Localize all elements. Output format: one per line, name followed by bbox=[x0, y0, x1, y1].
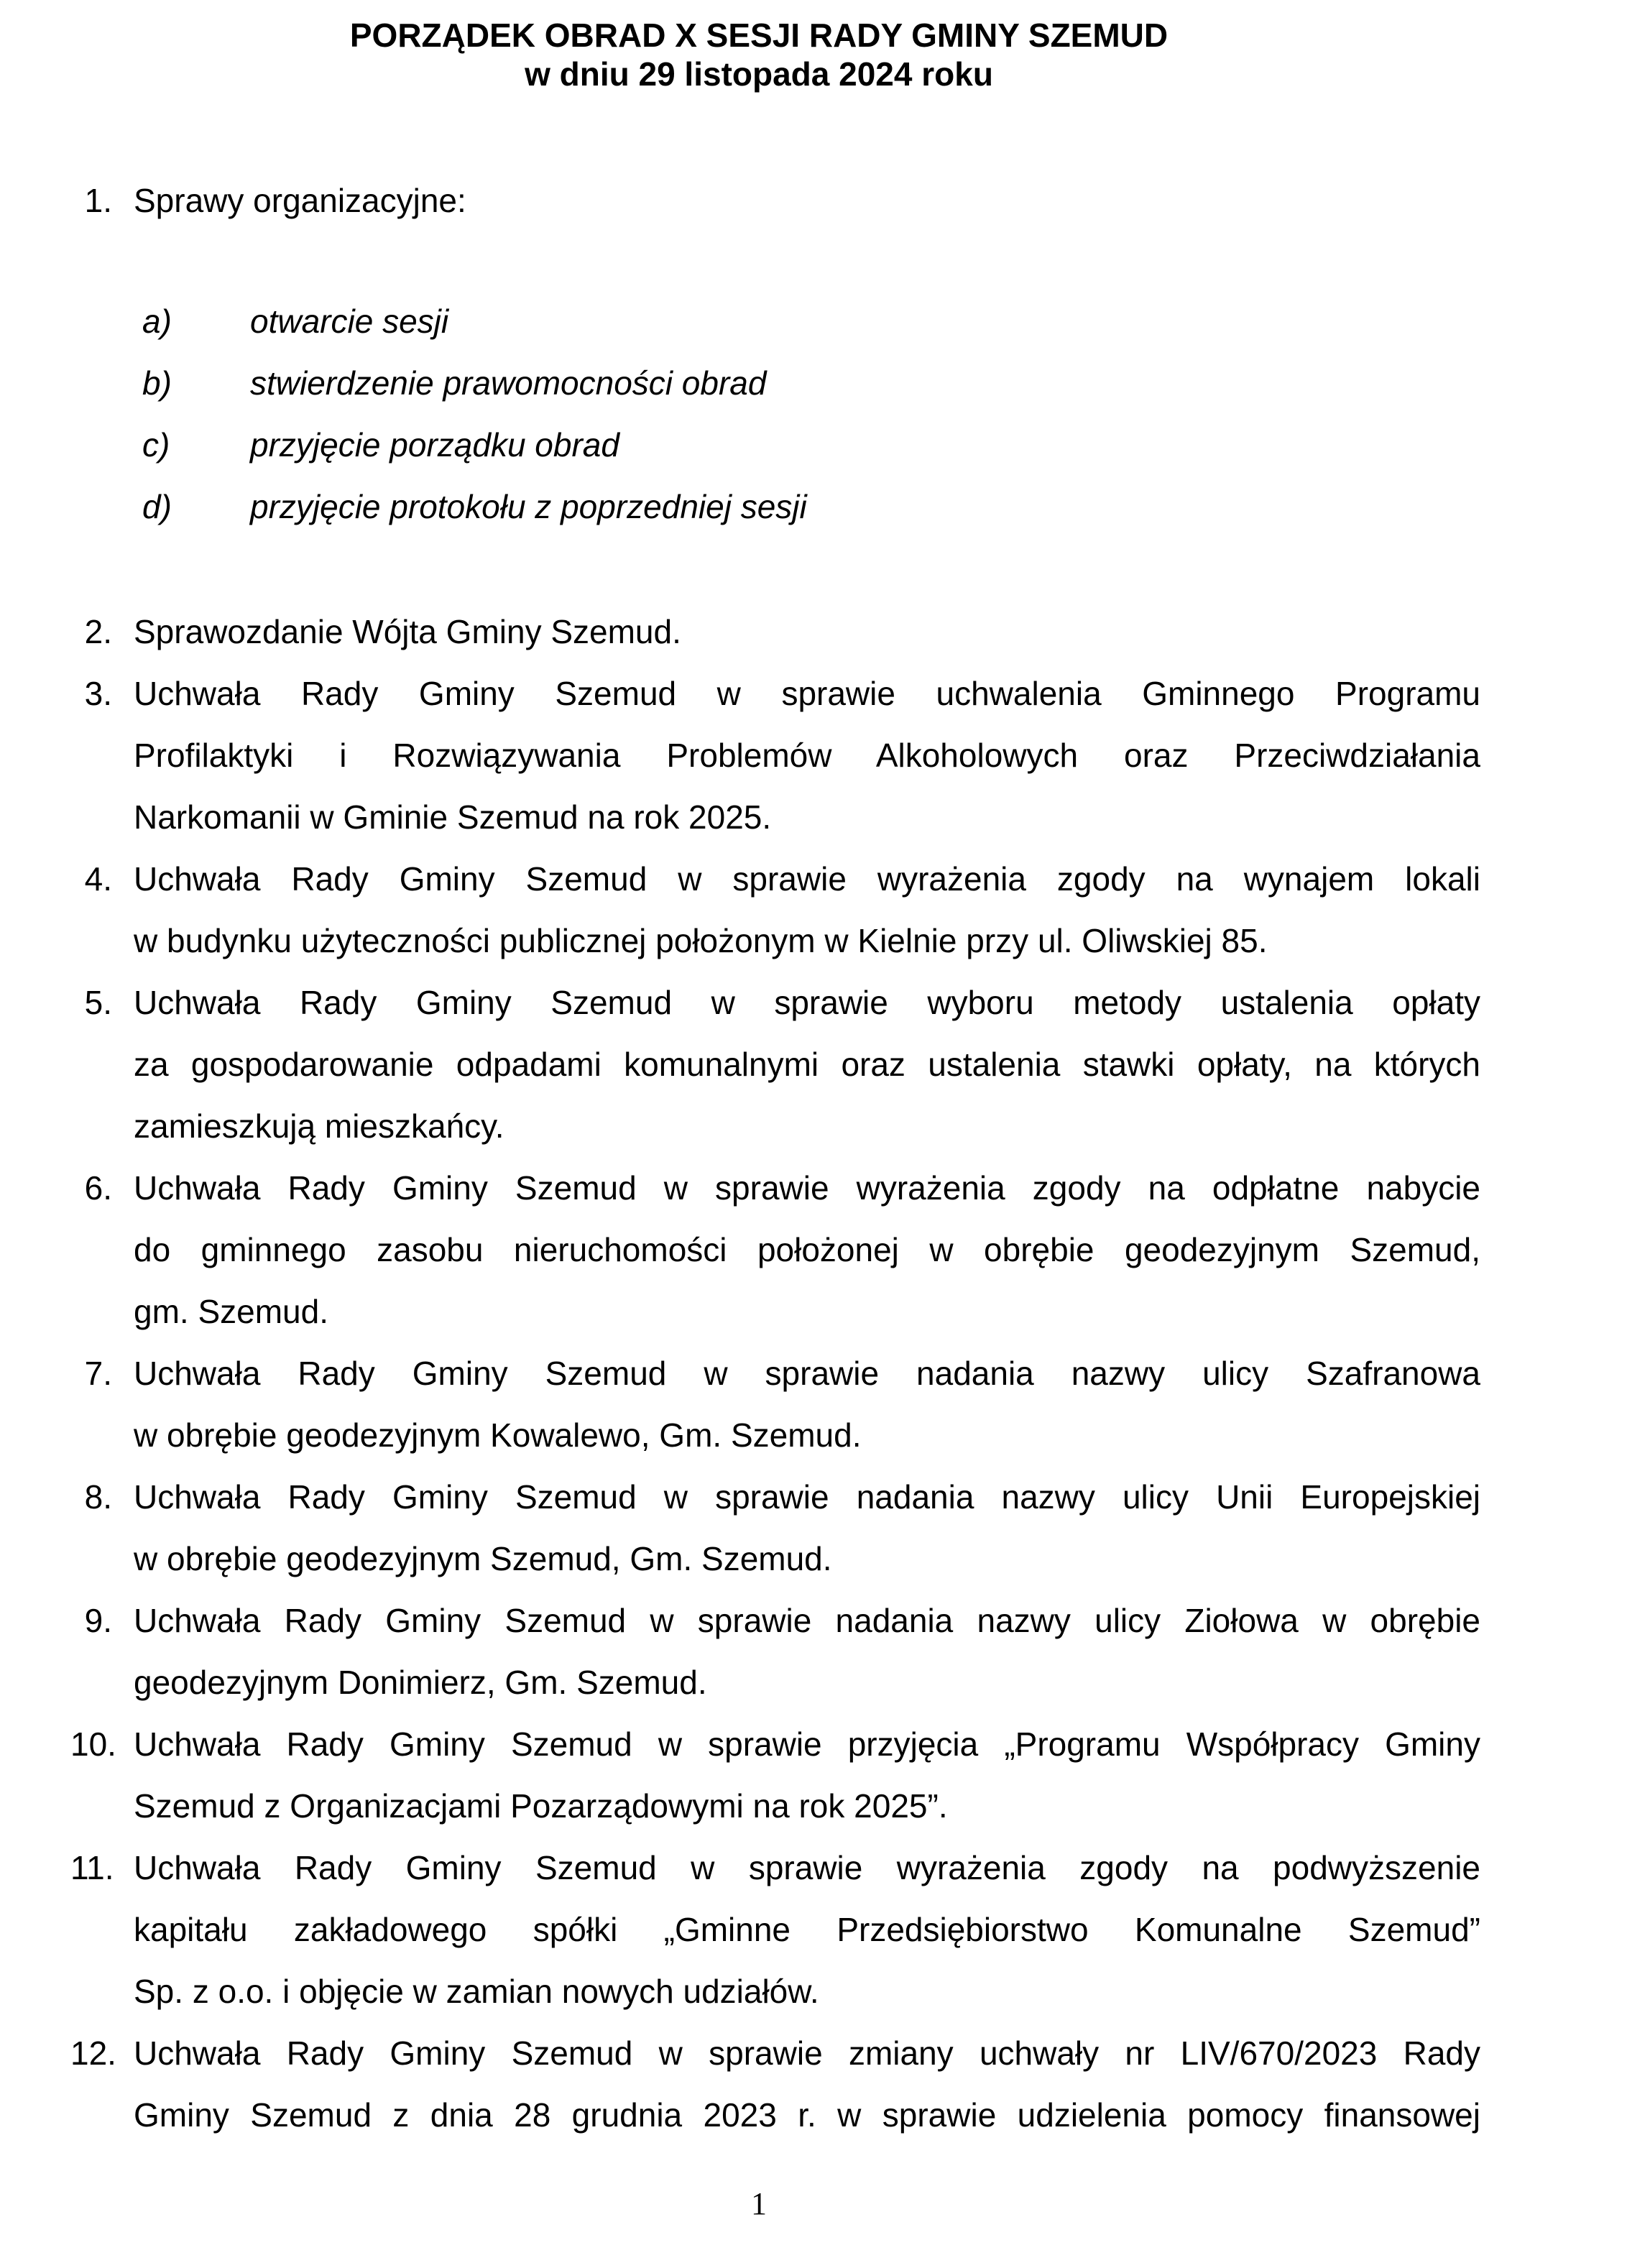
item-text-line: kapitału zakładowego spółki „Gminne Przedsiębiorstwo Komunalne Szemud” bbox=[134, 1911, 1480, 1948]
item-text-line: zamieszkują mieszkańcy. bbox=[134, 1107, 504, 1145]
item-number: 3. bbox=[84, 675, 112, 712]
item-number: 6. bbox=[84, 1169, 112, 1207]
item-text-line: Gminy Szemud z dnia 28 grudnia 2023 r. w sprawie udzielenia pomocy finansowej bbox=[134, 2096, 1480, 2134]
item-text-line: Uchwała Rady Gminy Szemud w sprawie nadania nazwy ulicy Szafranowa bbox=[134, 1355, 1480, 1392]
item-text-line: Uchwała Rady Gminy Szemud w sprawie uchwalenia Gminnego Programu bbox=[134, 675, 1480, 712]
item-text-line: Uchwała Rady Gminy Szemud w sprawie przyjęcia „Programu Współpracy Gminy bbox=[134, 1725, 1480, 1763]
item-text-line: gm. Szemud. bbox=[134, 1293, 328, 1330]
item-number: 10. bbox=[70, 1725, 116, 1763]
item-text-line: Uchwała Rady Gminy Szemud w sprawie nadania nazwy ulicy Unii Europejskiej bbox=[134, 1478, 1480, 1516]
item-text-line: w obrębie geodezyjnym Kowalewo, Gm. Szemud. bbox=[134, 1416, 862, 1454]
item-text-line: Uchwała Rady Gminy Szemud w sprawie wyboru metody ustalenia opłaty bbox=[134, 984, 1480, 1021]
item-text-line: Sprawy organizacyjne: bbox=[134, 182, 466, 219]
item-text-line: Uchwała Rady Gminy Szemud w sprawie nadania nazwy ulicy Ziołowa w obrębie bbox=[134, 1602, 1480, 1639]
item-number: 11. bbox=[70, 1849, 114, 1886]
document-title: PORZĄDEK OBRAD X SESJI RADY GMINY SZEMUD bbox=[349, 17, 1169, 54]
item-text-line: do gminnego zasobu nieruchomości położonej w obrębie geodezyjnym Szemud, bbox=[134, 1231, 1480, 1268]
item-text-line: za gospodarowanie odpadami komunalnymi oraz ustalenia stawki opłaty, na których bbox=[134, 1046, 1480, 1083]
item-number: 8. bbox=[84, 1478, 112, 1516]
subitem-letter: d) bbox=[142, 488, 172, 525]
item-text-line: Uchwała Rady Gminy Szemud w sprawie zmiany uchwały nr LIV/670/2023 Rady bbox=[134, 2034, 1480, 2072]
item-number: 4. bbox=[84, 860, 112, 898]
subitem-letter: a) bbox=[142, 303, 172, 340]
subitem-text: stwierdzenie prawomocności obrad bbox=[250, 364, 767, 402]
item-number: 2. bbox=[84, 613, 112, 650]
item-number: 12. bbox=[70, 2034, 116, 2072]
item-text-line: Profilaktyki i Rozwiązywania Problemów Alkoholowych oraz Przeciwdziałania bbox=[134, 737, 1480, 774]
item-text-line: Uchwała Rady Gminy Szemud w sprawie wyrażenia zgody na podwyższenie bbox=[134, 1849, 1480, 1886]
item-text-line: Szemud z Organizacjami Pozarządowymi na rok 2025”. bbox=[134, 1787, 948, 1825]
item-text-line: geodezyjnym Donimierz, Gm. Szemud. bbox=[134, 1664, 707, 1701]
subitem-letter: b) bbox=[142, 364, 172, 402]
item-number: 9. bbox=[84, 1602, 112, 1639]
item-text-line: Uchwała Rady Gminy Szemud w sprawie wyrażenia zgody na wynajem lokali bbox=[134, 860, 1480, 898]
subitem-letter: c) bbox=[142, 426, 170, 464]
item-number: 1. bbox=[84, 182, 112, 219]
item-text-line: Sprawozdanie Wójta Gminy Szemud. bbox=[134, 613, 681, 650]
item-text-line: Uchwała Rady Gminy Szemud w sprawie wyrażenia zgody na odpłatne nabycie bbox=[134, 1169, 1480, 1207]
item-text-line: Narkomanii w Gminie Szemud na rok 2025. bbox=[134, 798, 772, 836]
subitem-text: przyjęcie protokołu z poprzedniej sesji bbox=[250, 488, 807, 525]
subitem-text: otwarcie sesji bbox=[250, 303, 449, 340]
subitem-text: przyjęcie porządku obrad bbox=[250, 426, 619, 464]
item-text-line: Sp. z o.o. i objęcie w zamian nowych udziałów. bbox=[134, 1973, 819, 2010]
item-text-line: w budynku użyteczności publicznej położonym w Kielnie przy ul. Oliwskiej 85. bbox=[134, 922, 1268, 959]
page-number: 1 bbox=[751, 2186, 767, 2221]
item-text-line: w obrębie geodezyjnym Szemud, Gm. Szemud. bbox=[134, 1540, 832, 1577]
item-number: 7. bbox=[84, 1355, 112, 1392]
document-subtitle-date: w dniu 29 listopada 2024 roku bbox=[525, 55, 993, 93]
item-number: 5. bbox=[84, 984, 112, 1021]
